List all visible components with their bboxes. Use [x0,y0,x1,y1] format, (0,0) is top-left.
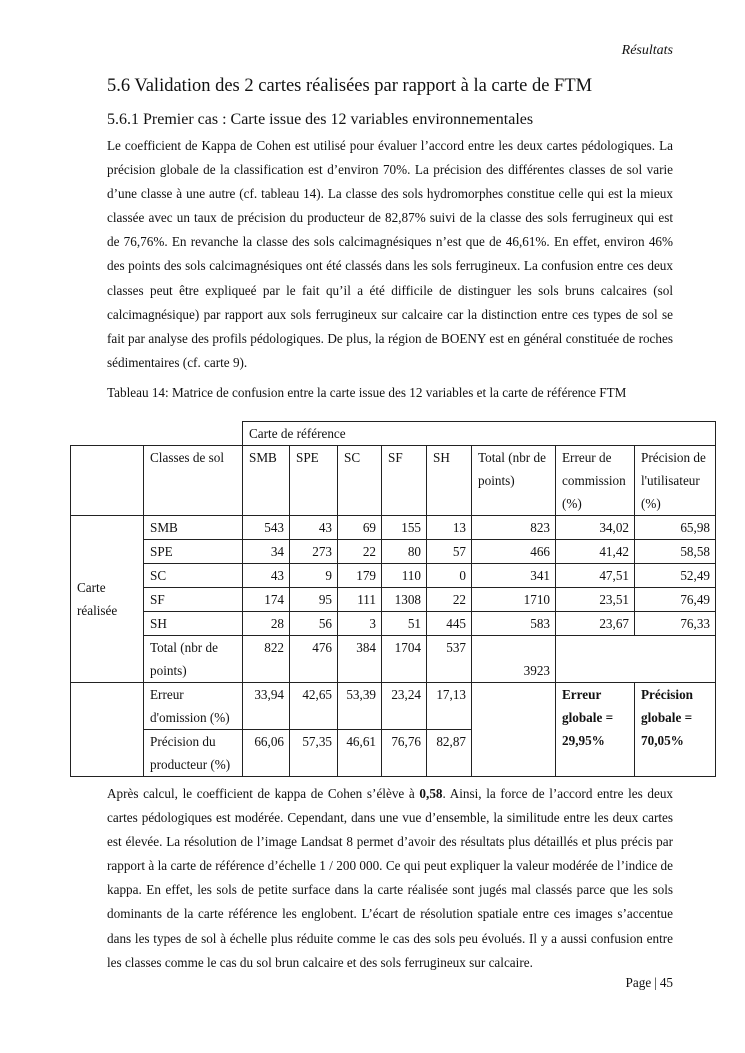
section-heading: 5.6 Validation des 2 cartes réalisées par rapport à la carte de FTM [107,76,593,96]
user-precision-cell: 76,49 [635,588,716,612]
cell: 69 [338,516,382,540]
cell: 155 [382,516,427,540]
kappa-text-before: Après calcul, le coefficient de kappa de Cohen s’élève à [107,786,420,801]
cell: 273 [290,540,338,564]
cell: 56 [290,612,338,636]
user-precision-cell: 65,98 [635,516,716,540]
cell: 0 [427,564,472,588]
column-total: 1704 [382,636,427,683]
omission-row [71,683,716,730]
cell: 13 [427,516,472,540]
commission-cell: 34,02 [556,516,635,540]
empty-cell [472,683,556,777]
table-row [71,564,716,588]
cell: 43 [243,564,290,588]
table-row [71,540,716,564]
cell: 80 [382,540,427,564]
corner-cell [71,446,144,516]
kappa-text-after: . Ainsi, la force de l’accord entre les deux cartes pédologiques est modérée. Cependant, dans une vue d’ensemble, la similitude entre les deux cartes est élevée. La résolution de l’image Landsat 8 permet d’avoir des résultats plus détaillés et plus précis par rapport à la carte de référence d’échelle 1 / 200 000. Ce qui peut expliquer la valeur modérée de l’indice de kappa. En effet, les sols de petite surface dans la carte réalisée sont jugés mal classés parce que les sols dominants de la carte référence les englobent. L’écart de résolution spatiale entre ces images s’accentue dans les types de sol à échelle plus réduite comme le cas des sols peu évolués. Il y a aussi confusion entre les classes comme le cas du sol brun calcaire et des sols ferrugineux sur calcaire. [107,786,674,970]
row-label: SMB [144,516,243,540]
cell: 22 [338,540,382,564]
row-total: 583 [472,612,556,636]
commission-header: Erreur de commission (%) [556,446,635,516]
kappa-paragraph [107,782,673,975]
cell: 445 [427,612,472,636]
row-total: 341 [472,564,556,588]
commission-cell: 23,51 [556,588,635,612]
running-header: Résultats [621,43,673,58]
cell: 174 [243,588,290,612]
total-header: Total (nbr de points) [472,446,556,516]
row-label: SPE [144,540,243,564]
producer-cell: 66,06 [243,730,290,777]
grand-total: 3923 [472,636,556,683]
producer-cell: 76,76 [382,730,427,777]
row-label: SH [144,612,243,636]
row-total: 466 [472,540,556,564]
kappa-value: 0,58 [419,786,443,801]
omission-row-label: Erreur d'omission (%) [144,683,243,730]
row-total: 1710 [472,588,556,612]
global-error-cell [556,683,635,777]
commission-cell: 23,67 [556,612,635,636]
intro-paragraph: Le coefficient de Kappa de Cohen est utilisé pour évaluer l’accord entre les deux cartes pédologiques. La précision globale de la classification est d’environ 70%. La précision des différentes classes de sol varie d’une classe à une autre (cf. tableau 14). La classe des sols hydromorphes constitue celle qui est la mieux classée avec un taux de précision du producteur de 82,87% suivi de la classe des sols ferrugineux qui est de 76,76%. En revanche la classe des sols calcimagnésiques n’est que de 46,61%. En effet, environ 46% des points des sols calcimagnésiques ont été classés dans les sols ferrugineux. La confusion entre ces deux classes peut être expliqueé par le fait qu’il a été difficile de distinguer les sols bruns calcaires (sol calcimagnésique) par rapport aux sols ferrugineux sur calcaire car la distinction entre ces types de sol se fait par analyse des profils pédologiques. De plus, la région de BOENY est en général constituée de roches sédimentaires (cf. carte 9). [107,138,673,370]
cell: 110 [382,564,427,588]
column-total: 537 [427,636,472,683]
cell: 43 [290,516,338,540]
total-row [71,636,716,683]
cell: 34 [243,540,290,564]
confusion-matrix-table [70,421,716,777]
user-precision-cell: 76,33 [635,612,716,636]
column-total: 476 [290,636,338,683]
col-header: SF [382,446,427,516]
cell: 179 [338,564,382,588]
producer-cell: 82,87 [427,730,472,777]
commission-cell: 47,51 [556,564,635,588]
cell: 28 [243,612,290,636]
row-total: 823 [472,516,556,540]
row-label: SC [144,564,243,588]
commission-cell: 41,42 [556,540,635,564]
table-row [71,516,716,540]
table-row [71,612,716,636]
omission-cell: 33,94 [243,683,290,730]
omission-cell: 42,65 [290,683,338,730]
cell: 95 [290,588,338,612]
producer-cell: 46,61 [338,730,382,777]
global-precision: Précision globale = 70,05% [641,687,694,748]
reference-map-header: Carte de référence [243,422,716,446]
producer-cell: 57,35 [290,730,338,777]
col-header: SH [427,446,472,516]
corner-cell-bottom [71,683,144,730]
page-separator: | [654,975,657,990]
row-label: SF [144,588,243,612]
user-precision-cell: 52,49 [635,564,716,588]
subsection-heading: 5.6.1 Premier cas : Carte issue des 12 variables environnementales [107,111,534,128]
table-row [71,588,716,612]
total-row-label: Total (nbr de points) [144,636,243,683]
omission-cell: 53,39 [338,683,382,730]
global-precision-cell [635,683,716,777]
user-precision-header: Précision de l'utilisateur (%) [635,446,716,516]
cell: 543 [243,516,290,540]
classes-header: Classes de sol [144,446,243,516]
col-header: SPE [290,446,338,516]
cell: 57 [427,540,472,564]
column-total: 822 [243,636,290,683]
corner-cell-bottom [71,730,144,777]
page-label: Page [625,975,652,990]
page-number: 45 [659,975,673,990]
omission-cell: 17,13 [427,683,472,730]
omission-cell: 23,24 [382,683,427,730]
row-group-label: Carte réalisée [71,516,144,683]
col-header: SMB [243,446,290,516]
column-total: 384 [338,636,382,683]
cell: 51 [382,612,427,636]
table-caption: Tableau 14: Matrice de confusion entre la carte issue des 12 variables et la carte de référence FTM [107,385,627,400]
global-error: Erreur globale = 29,95% [562,687,614,748]
user-precision-cell: 58,58 [635,540,716,564]
cell: 111 [338,588,382,612]
cell: 3 [338,612,382,636]
empty-cell [556,636,716,683]
cell: 1308 [382,588,427,612]
cell: 22 [427,588,472,612]
cell: 9 [290,564,338,588]
page-footer [626,975,673,991]
col-header: SC [338,446,382,516]
producer-row-label: Précision du producteur (%) [144,730,243,777]
